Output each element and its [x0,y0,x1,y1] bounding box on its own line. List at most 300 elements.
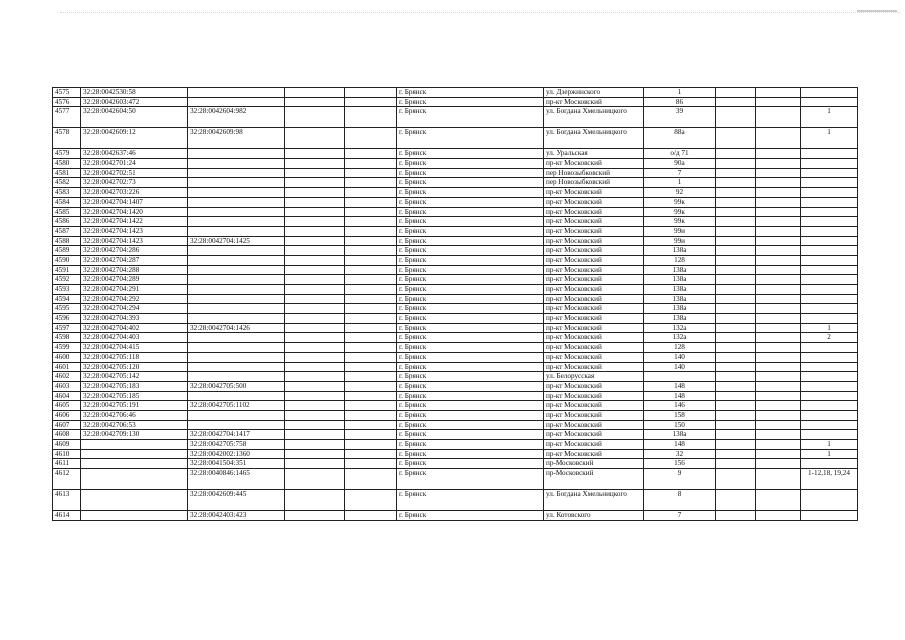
cell-last [801,410,858,420]
cell-cadastral: 32:28:0042530:58 [81,88,188,98]
cell-cadastral: 32:28:0042637:46 [81,149,188,159]
cell-empty [285,352,345,362]
cell-house: 138а [644,430,716,440]
cell-cadastral-2: 32:28:0042705:500 [188,381,285,391]
cell-cadastral-2 [188,246,285,256]
cell-empty [716,197,756,207]
cell-cadastral: 32:28:0042704:288 [81,265,188,275]
cell-cadastral: 32:28:0042704:1423 [81,236,188,246]
table-row [53,449,858,459]
cell-empty [716,511,756,521]
cell-empty [716,107,756,128]
cell-city: г. Брянск [397,275,544,285]
cell-empty [285,275,345,285]
cell-empty [756,381,801,391]
cell-cadastral [81,449,188,459]
cell-empty [716,217,756,227]
cell-empty [716,265,756,275]
cell-cadastral-2 [188,352,285,362]
cell-street: пр-кт Московский [544,217,644,227]
cell-cadastral: 32:28:0042704:294 [81,304,188,314]
table-row [53,107,858,128]
cell-cadastral: 32:28:0042704:289 [81,275,188,285]
cell-empty [285,333,345,343]
cell-cadastral: 32:28:0042704:403 [81,333,188,343]
cell-city: г. Брянск [397,490,544,511]
cell-empty [345,217,397,227]
cell-cadastral-2 [188,197,285,207]
cell-empty [756,207,801,217]
cell-last [801,381,858,391]
cell-cadastral-2: 32:28:0040846:1465 [188,469,285,490]
cell-last [801,362,858,372]
cell-house: 99и [644,226,716,236]
cell-cadastral [81,511,188,521]
cell-empty [716,391,756,401]
cell-empty [756,188,801,198]
table-row [53,410,858,420]
table-row [53,207,858,217]
cell-house: 92 [644,188,716,198]
cell-cadastral-2 [188,168,285,178]
cell-number: 4584 [53,197,81,207]
cell-city: г. Брянск [397,372,544,382]
cell-empty [345,207,397,217]
cell-city: г. Брянск [397,343,544,353]
cell-empty [756,440,801,450]
cell-number: 4597 [53,323,81,333]
cell-empty [345,459,397,469]
cell-house: 148 [644,381,716,391]
cell-house: 99к [644,217,716,227]
cell-house: 132а [644,323,716,333]
cell-last [801,265,858,275]
cell-house: 7 [644,511,716,521]
cell-number: 4591 [53,265,81,275]
cell-empty [756,490,801,511]
cell-last [801,401,858,411]
cell-empty [285,107,345,128]
cell-empty [345,352,397,362]
table-row [53,294,858,304]
cell-empty [285,236,345,246]
cell-empty [756,459,801,469]
cell-house: 128 [644,255,716,265]
table-row [53,217,858,227]
cell-empty [756,314,801,324]
cell-house: 9 [644,469,716,490]
cell-city: г. Брянск [397,362,544,372]
cell-house: 138а [644,275,716,285]
cell-empty [756,401,801,411]
cell-street: ул. Богдана Хмельницкого [544,107,644,128]
cell-empty [716,459,756,469]
cell-empty [345,323,397,333]
table-row [53,149,858,159]
cell-empty [756,236,801,246]
cell-house: 1 [644,88,716,98]
cell-cadastral: 32:28:0042705:191 [81,401,188,411]
cell-street: пр-кт Московский [544,97,644,107]
cell-empty [716,188,756,198]
cell-number: 4582 [53,178,81,188]
cell-empty [285,391,345,401]
cell-last [801,420,858,430]
cell-cadastral-2 [188,149,285,159]
cell-cadastral-2 [188,314,285,324]
cell-empty [756,469,801,490]
cell-number: 4578 [53,128,81,149]
cell-last [801,255,858,265]
cell-city: г. Брянск [397,440,544,450]
cell-empty [716,294,756,304]
cell-empty [345,410,397,420]
cell-cadastral [81,490,188,511]
cell-cadastral: 32:28:0042704:291 [81,285,188,295]
cell-number: 4611 [53,459,81,469]
cell-house: 86 [644,97,716,107]
cell-empty [285,304,345,314]
cell-house: 132а [644,333,716,343]
cell-empty [285,178,345,188]
cell-empty [716,285,756,295]
cell-street: пр-кт Московский [544,352,644,362]
cell-city: г. Брянск [397,97,544,107]
cell-empty [716,236,756,246]
cell-street: пр-Московский [544,459,644,469]
cell-empty [345,197,397,207]
cell-city: г. Брянск [397,168,544,178]
table-row [53,159,858,169]
cell-number: 4590 [53,255,81,265]
cell-empty [285,285,345,295]
cell-cadastral-2 [188,207,285,217]
cell-city: г. Брянск [397,333,544,343]
cell-city: г. Брянск [397,449,544,459]
cell-street: пр-кт Московский [544,304,644,314]
cell-empty [285,207,345,217]
cell-street: пр-кт Московский [544,275,644,285]
cell-street: пр-кт Московский [544,381,644,391]
cell-empty [345,391,397,401]
cell-empty [345,304,397,314]
cell-cadastral: 32:28:0042704:292 [81,294,188,304]
cell-house: о/д 71 [644,149,716,159]
cell-empty [756,149,801,159]
cell-cadastral: 32:28:0042706:53 [81,420,188,430]
cell-empty [285,168,345,178]
cell-empty [716,352,756,362]
cell-house: 128 [644,343,716,353]
cell-empty [756,246,801,256]
cell-house: 8 [644,490,716,511]
table-row [53,323,858,333]
cell-cadastral-2 [188,255,285,265]
cell-house: 138а [644,314,716,324]
cell-empty [345,490,397,511]
cell-number: 4613 [53,490,81,511]
cell-cadastral-2 [188,159,285,169]
cell-empty [716,128,756,149]
cell-empty [285,511,345,521]
cell-city: г. Брянск [397,88,544,98]
cell-house: 7 [644,168,716,178]
cell-empty [716,440,756,450]
cell-empty [285,246,345,256]
cell-empty [716,449,756,459]
cell-empty [285,226,345,236]
cell-city: г. Брянск [397,217,544,227]
cell-street: пр-кт Московский [544,391,644,401]
table-row [53,362,858,372]
cell-number: 4592 [53,275,81,285]
cell-empty [756,323,801,333]
cell-street: пр-кт Московский [544,362,644,372]
cell-cadastral: 32:28:0042703:226 [81,188,188,198]
cell-street: пр-кт Московский [544,333,644,343]
table-row [53,391,858,401]
cell-last [801,246,858,256]
cell-empty [716,430,756,440]
cell-house: 148 [644,391,716,401]
cell-last [801,511,858,521]
cell-empty [756,294,801,304]
cell-cadastral-2: 32:28:0042609:98 [188,128,285,149]
cell-empty [345,168,397,178]
cell-empty [716,410,756,420]
cell-empty [716,246,756,256]
cell-empty [285,314,345,324]
cell-house: 146 [644,401,716,411]
cell-city: г. Брянск [397,304,544,314]
cell-street: ул. Богдана Хмельницкого [544,490,644,511]
cell-empty [756,178,801,188]
cell-cadastral: 32:28:0042704:1423 [81,226,188,236]
cell-number: 4588 [53,236,81,246]
cell-cadastral-2 [188,362,285,372]
cell-city: г. Брянск [397,236,544,246]
cell-city: г. Брянск [397,226,544,236]
cell-city: г. Брянск [397,188,544,198]
cell-street: пр-кт Московский [544,314,644,324]
cell-street: пр-кт Московский [544,323,644,333]
cell-empty [285,362,345,372]
cell-last: 1 [801,107,858,128]
cell-empty [285,381,345,391]
cell-empty [716,420,756,430]
cell-city: г. Брянск [397,381,544,391]
cell-empty [345,401,397,411]
cell-empty [285,401,345,411]
cell-last: 1 [801,440,858,450]
cell-empty [756,107,801,128]
cell-street: пр-кт Московский [544,207,644,217]
cell-empty [716,275,756,285]
cell-city: г. Брянск [397,255,544,265]
cell-city: г. Брянск [397,410,544,420]
cell-cadastral: 32:28:0042603:472 [81,97,188,107]
cell-cadastral-2 [188,188,285,198]
cell-cadastral-2 [188,275,285,285]
cell-empty [716,362,756,372]
table-row [53,314,858,324]
cell-number: 4596 [53,314,81,324]
cell-empty [285,265,345,275]
cell-number: 4610 [53,449,81,459]
cell-city: г. Брянск [397,149,544,159]
cell-empty [716,159,756,169]
cell-last [801,207,858,217]
cell-last: 2 [801,333,858,343]
cell-cadastral: 32:28:0042704:402 [81,323,188,333]
cell-cadastral-2 [188,178,285,188]
cell-cadastral-2 [188,410,285,420]
table-row [53,275,858,285]
cell-street: пр-кт Московский [544,197,644,207]
cell-number: 4600 [53,352,81,362]
cell-last [801,188,858,198]
cell-empty [285,420,345,430]
cell-last [801,304,858,314]
table-row [53,401,858,411]
cell-street: пр-кт Московский [544,188,644,198]
cell-cadastral-2 [188,372,285,382]
table-row [53,97,858,107]
cell-city: г. Брянск [397,285,544,295]
table-row [53,285,858,295]
cell-house: 148 [644,440,716,450]
cell-empty [756,128,801,149]
cell-number: 4583 [53,188,81,198]
cell-cadastral-2 [188,265,285,275]
cell-empty [345,294,397,304]
cell-last [801,149,858,159]
cell-city: г. Брянск [397,420,544,430]
cell-street: пр-кт Московский [544,255,644,265]
table-row [53,88,858,98]
cell-city: г. Брянск [397,323,544,333]
cell-empty [345,275,397,285]
table-row [53,188,858,198]
cell-empty [285,469,345,490]
cell-house: 158 [644,410,716,420]
cell-house: 150 [644,420,716,430]
cell-city: г. Брянск [397,107,544,128]
cell-empty [345,128,397,149]
cell-cadastral: 32:28:0042709:130 [81,430,188,440]
cell-empty [756,88,801,98]
cell-city: г. Брянск [397,178,544,188]
cell-cadastral: 32:28:0042702:73 [81,178,188,188]
cell-cadastral: 32:28:0042705:185 [81,391,188,401]
cell-empty [345,246,397,256]
cell-empty [345,107,397,128]
cell-number: 4589 [53,246,81,256]
cell-city: г. Брянск [397,469,544,490]
cell-number: 4614 [53,511,81,521]
cell-empty [756,372,801,382]
table-row [53,246,858,256]
cell-empty [345,420,397,430]
cell-empty [285,294,345,304]
cell-cadastral [81,440,188,450]
cell-empty [756,304,801,314]
cell-number: 4575 [53,88,81,98]
cell-empty [285,255,345,265]
cell-city: г. Брянск [397,459,544,469]
cell-empty [345,469,397,490]
cell-cadastral: 32:28:0042609:12 [81,128,188,149]
cell-last: 1 [801,128,858,149]
cell-cadastral-2: 32:28:0042002:1360 [188,449,285,459]
cell-empty [345,381,397,391]
cell-last [801,372,858,382]
cell-street: ул. Белорусская [544,372,644,382]
cell-empty [345,440,397,450]
cell-empty [345,97,397,107]
table-row [53,226,858,236]
cell-empty [285,159,345,169]
cell-house: 99к [644,197,716,207]
cell-empty [285,128,345,149]
cell-empty [345,236,397,246]
cell-empty [716,381,756,391]
cell-last [801,490,858,511]
cell-empty [285,97,345,107]
cell-empty [285,459,345,469]
cell-empty [716,97,756,107]
cell-cadastral-2 [188,88,285,98]
cell-empty [716,490,756,511]
cell-cadastral: 32:28:0042701:24 [81,159,188,169]
cell-last [801,314,858,324]
cell-empty [756,159,801,169]
cell-house: 1 [644,178,716,188]
cell-empty [285,217,345,227]
cell-street: ул. Уральская [544,149,644,159]
cell-last: 1-12,18, 19,24 [801,469,858,490]
table-row [53,490,858,511]
cell-empty [756,449,801,459]
cell-empty [756,97,801,107]
cell-cadastral: 32:28:0042704:415 [81,343,188,353]
cell-city: г. Брянск [397,197,544,207]
cell-cadastral-2: 32:28:0042704:1426 [188,323,285,333]
cell-cadastral-2 [188,285,285,295]
cell-cadastral: 32:28:0042704:286 [81,246,188,256]
cell-street: пр-кт Московский [544,246,644,256]
cell-city: г. Брянск [397,159,544,169]
cell-last: 1 [801,323,858,333]
cell-number: 4608 [53,430,81,440]
cell-empty [756,420,801,430]
cell-city: г. Брянск [397,401,544,411]
cell-city: г. Брянск [397,207,544,217]
cell-last [801,459,858,469]
table-row [53,352,858,362]
cell-cadastral-2 [188,217,285,227]
cell-street: пер Новозыбковский [544,178,644,188]
cell-street: пр-кт Московский [544,343,644,353]
cell-empty [345,372,397,382]
cell-house: 32 [644,449,716,459]
cell-empty [756,410,801,420]
cell-cadastral-2: 32:28:0042704:1417 [188,430,285,440]
cell-city: г. Брянск [397,430,544,440]
cell-cadastral-2 [188,304,285,314]
cell-empty [285,372,345,382]
cell-street: пр-кт Московский [544,401,644,411]
